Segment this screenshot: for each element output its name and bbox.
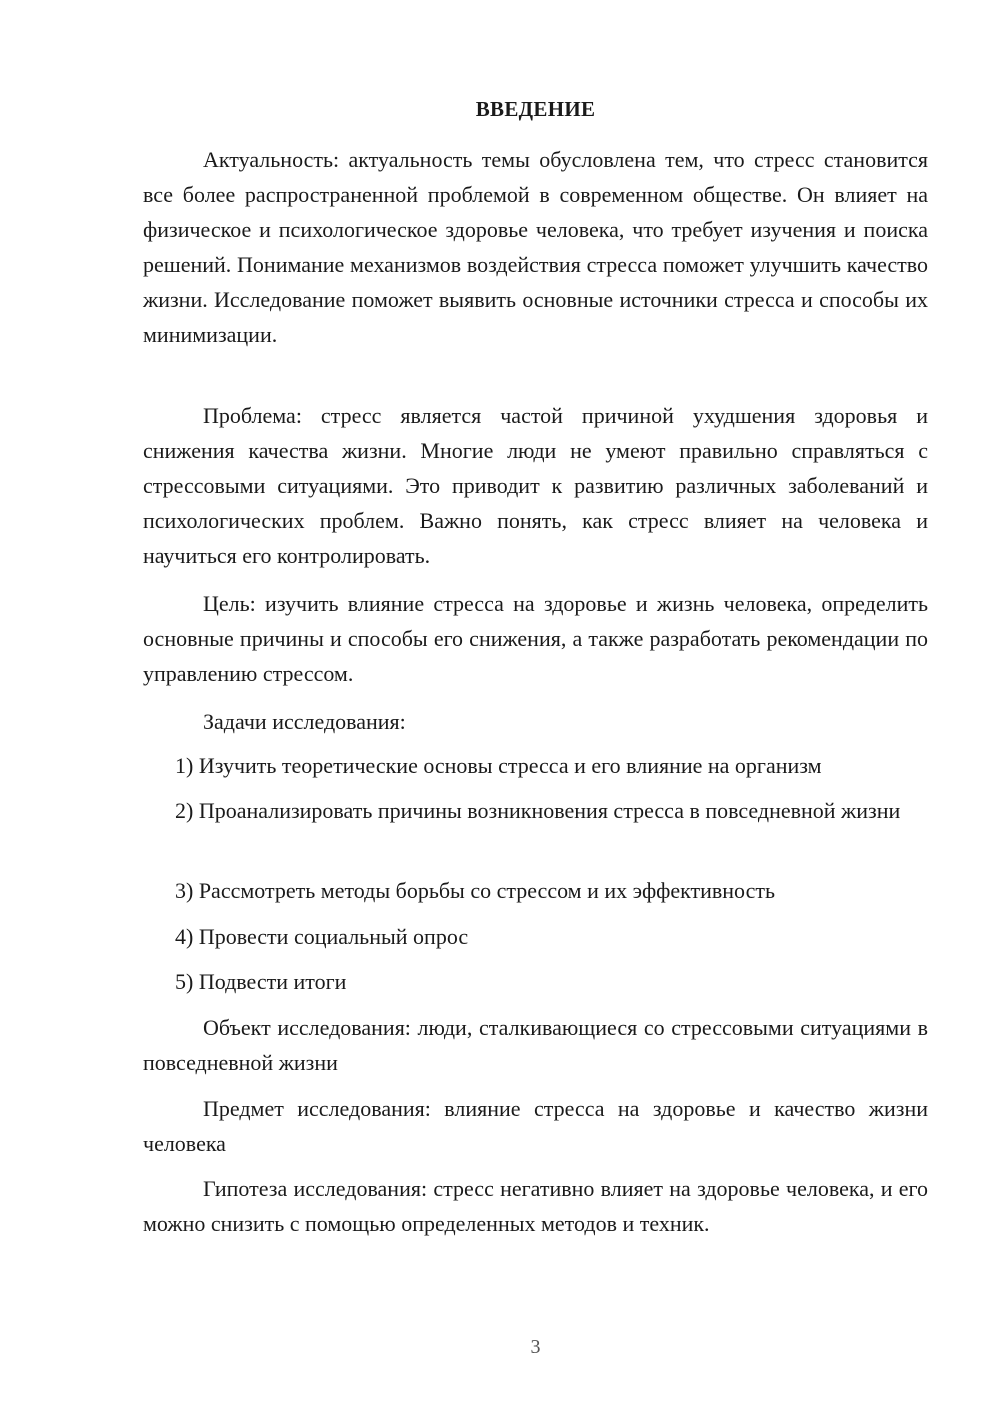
paragraph-goal: Цель: изучить влияние стресса на здоровье и жизнь человека, определить основные причины и способы его снижения, а также разработать рекомендации по управлению стрессом. xyxy=(143,591,928,686)
task-item-5: 5) Подвести итоги xyxy=(175,969,347,994)
paragraph-hypothesis: Гипотеза исследования: стресс негативно влияет на здоровье человека, и его можно снизить с помощью определенных методов и техник. xyxy=(143,1176,928,1236)
paragraph-tasks-heading: Задачи исследования: xyxy=(203,709,406,734)
task-item-2: 2) Проанализировать причины возникновения стресса в повседневной жизни xyxy=(175,798,901,823)
task-item-4: 4) Провести социальный опрос xyxy=(175,924,469,949)
task-item-3: 3) Рассмотреть методы борьбы со стрессом и их эффективность xyxy=(175,878,776,903)
paragraph-relevance: Актуальность: актуальность темы обусловлена тем, что стресс становится все более распространенной проблемой в современном обществе. Он влияет на физическое и психологическое здоровье человека, что требует изучения и поиска решений. Понимание механизмов воздействия стресса поможет улучшить качество жизни. Исследование поможет выявить основные источники стресса и способы их минимизации. xyxy=(143,147,928,347)
task-item-1: 1) Изучить теоретические основы стресса и его влияние на организм xyxy=(175,753,822,778)
paragraph-problem: Проблема: стресс является частой причиной ухудшения здоровья и снижения качества жизни. Многие люди не умеют правильно справляться с стрессовыми ситуациями. Это приводит к развитию различных заболеваний и психологических проблем. Важно понять, как стресс влияет на человека и научиться его контролировать. xyxy=(143,403,928,568)
paragraph-subject: Предмет исследования: влияние стресса на здоровье и качество жизни человека xyxy=(143,1096,928,1156)
page-number: 3 xyxy=(530,1336,541,1358)
paragraph-object: Объект исследования: люди, сталкивающиеся со стрессовыми ситуациями в повседневной жизни xyxy=(143,1015,928,1075)
page-title: ВВЕДЕНИЕ xyxy=(475,97,596,121)
